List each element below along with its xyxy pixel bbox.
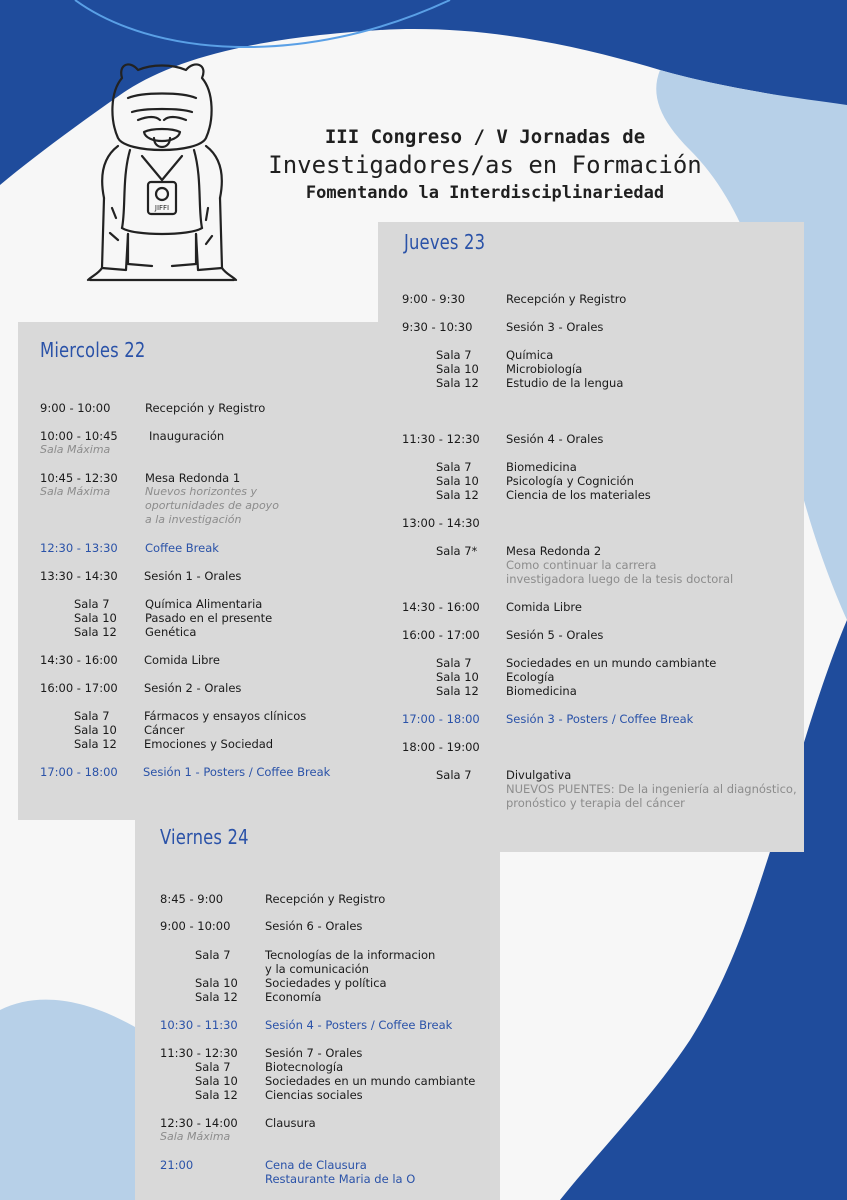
title-line-2: Investigadores/as en Formación (268, 151, 702, 179)
day-title-jueves: Jueves 23 (404, 230, 486, 254)
title-line-1: III Congreso / V Jornadas de (324, 126, 646, 148)
mascot-badge: JIFFI (154, 204, 170, 212)
day-title-viernes: Viernes 24 (160, 825, 249, 849)
light-blue-bottom-left-blob (0, 1000, 140, 1200)
bear-mascot-icon (82, 58, 242, 290)
congress-title (240, 124, 730, 206)
day-title-miercoles: Miercoles 22 (40, 338, 146, 362)
title-line-3: Fomentando la Interdisciplinariedad (305, 183, 665, 203)
